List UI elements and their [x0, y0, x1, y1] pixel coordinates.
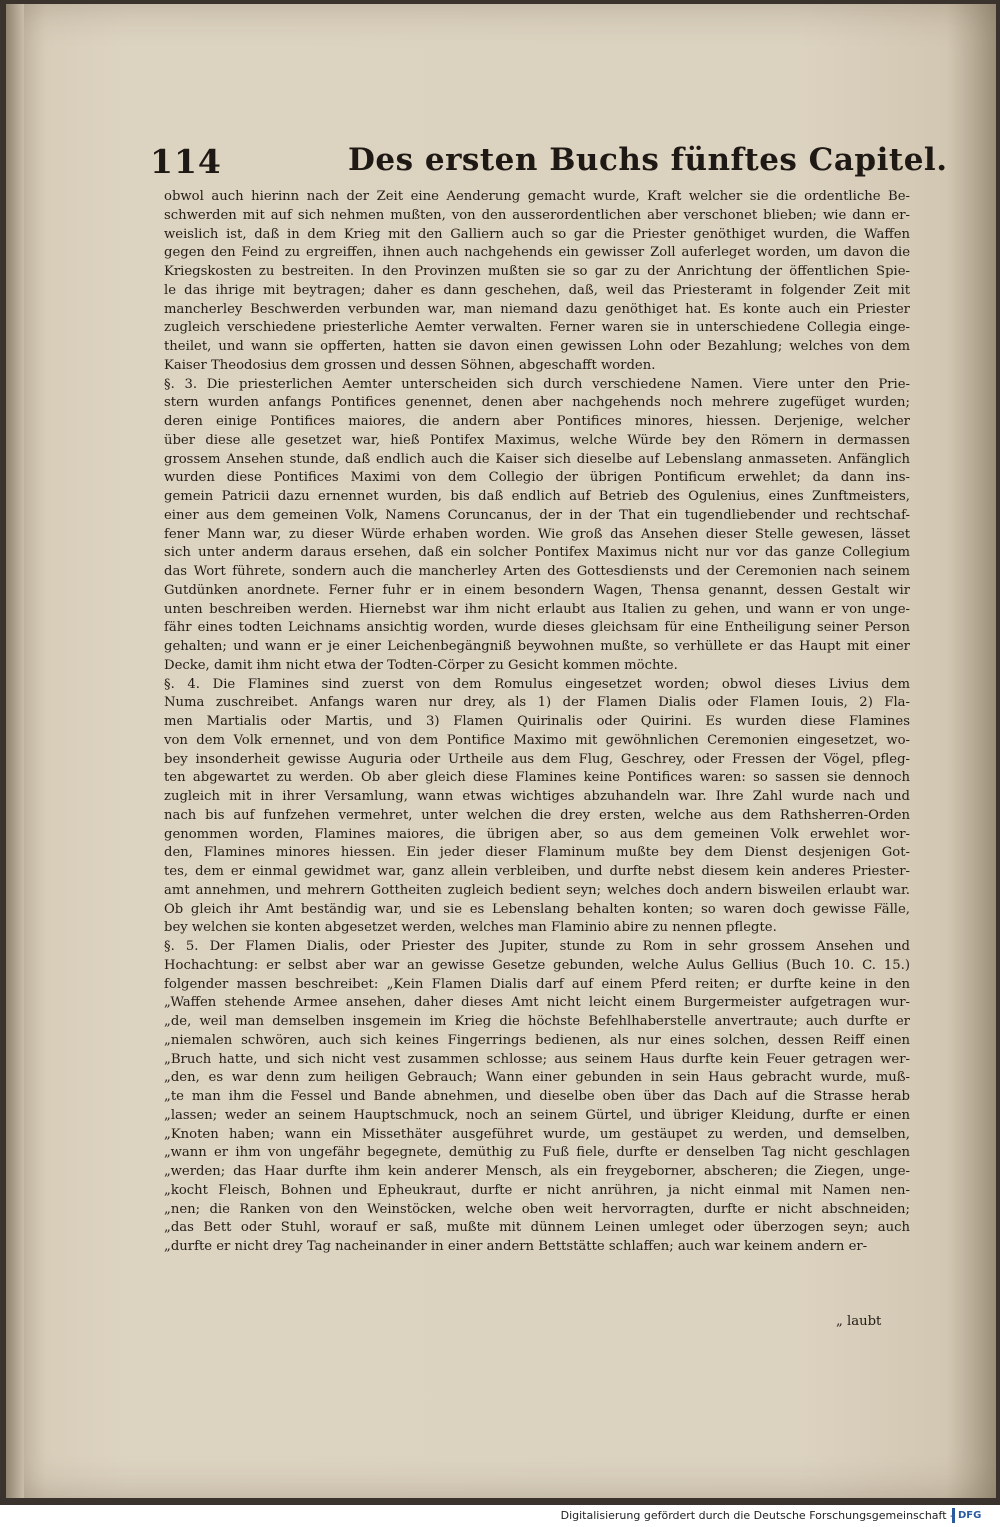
- text-line: theilet, und wann sie opfferten, hatten sie davon einen gewissen Lohn oder Bezahlung; welches von dem: [164, 339, 910, 354]
- text-line: amt annehmen, und mehrern Gottheiten zugleich bedient seyn; welches doch andern bisweilen erlaubt war.: [164, 882, 910, 898]
- text-line: wurden diese Pontifices Maximi von dem Collegio der übrigen Pontificum erwehlet; da dann ins-: [164, 470, 910, 486]
- text-line: Hochachtung: er selbst aber war an gewisse Gesetze gebunden, welche Aulus Gellius (Buch 10. C. 15.): [164, 957, 910, 973]
- text-line: von dem Volk ernennet, und von dem Pontifice Maximo mit gewöhnlichen Ceremonien eingesetzet, wo-: [164, 732, 910, 748]
- text-line: nach bis auf funfzehen vermehret, unter welchen die drey ersten, welche aus dem Rathsherren-Orden: [164, 807, 910, 823]
- dfg-logo-icon: DFG: [952, 1508, 996, 1523]
- funding-credit: Digitalisierung gefördert durch die Deutsche Forschungsgemeinschaft -: [560, 1509, 954, 1522]
- text-line: das Wort führete, sondern auch die mancherley Arten des Gottesdiensts und der Ceremonien nach seinem: [164, 564, 910, 579]
- text-line: „das Bett oder Stuhl, worauf er saß, mußte mit dünnem Leinen umleget oder überzogen seyn; auch: [164, 1220, 910, 1236]
- text-line: gehalten; und wann er je einer Leichenbegängniß beywohnen mußte, so verhüllete er das Haupt mit einer: [164, 639, 910, 654]
- body-text: [164, 188, 910, 1257]
- text-line: gegen den Feind zu ergreiffen, ihnen auch nachgehends ein gewisser Zoll auferleget worden, um davon die: [164, 245, 910, 261]
- text-line: §. 4. Die Flamines sind zuerst von dem Romulus eingesetzet worden; obwol dieses Livius dem: [164, 676, 910, 692]
- text-line: einer aus dem gemeinen Volk, Namens Coruncanus, der in der That ein tugendliebender und rechtschaf-: [164, 507, 910, 523]
- text-line: Kaiser Theodosius dem grossen und dessen Söhnen, abgeschafft worden.: [164, 357, 656, 373]
- text-line: „Knoten haben; wann ein Missethäter ausgeführet wurde, um gestäupet zu werden, und demselben,: [164, 1126, 910, 1142]
- page-header: [150, 142, 948, 182]
- text-line: schwerden mit auf sich nehmen mußten, von den ausserordentlichen aber verschonet blieben; wie dann er-: [164, 207, 910, 223]
- text-line: bey insonderheit gewisse Auguria oder Urtheile aus dem Flug, Geschrey, oder Fressen der Vögel, pfleg-: [164, 751, 910, 767]
- text-line: genommen worden, Flamines maiores, die übrigen aber, so aus dem gemeinen Volk erwehlet wor-: [164, 826, 910, 842]
- text-line: men Martialis oder Martis, und 3) Flamen Quirinalis oder Quirini. Es wurden diese Flamines: [164, 714, 910, 729]
- text-line: zugleich mit in ihrer Versamlung, wann etwas wichtiges abzuhandeln war. Ihre Zahl wurde nach und: [164, 789, 910, 804]
- text-line: „de, weil man demselben insgemein im Krieg die höchste Befehlhaberstelle anvertraute; auch durfte er: [164, 1014, 910, 1029]
- text-line: zugleich verschiedene priesterliche Aemter verwalten. Ferner waren sie in unterschiedene Collegia einge-: [164, 320, 910, 336]
- text-line: obwol auch hierinn nach der Zeit eine Aenderung gemacht wurde, Kraft welcher sie die ordentliche Be-: [164, 189, 910, 204]
- text-line: Gutdünken anordnete. Ferner fuhr er in einem besondern Wagen, Thensa genannt, dessen Gestalt wir: [164, 582, 910, 598]
- text-line: Ob gleich ihr Amt beständig war, und sie es Lebenslang behalten konten; so waren doch gewisse Fälle,: [164, 901, 910, 917]
- text-line: unten beschreiben werden. Hiernebst war ihm nicht erlaubt aus Italien zu gehen, und wann er von unge-: [164, 601, 910, 617]
- text-line: „durfte er nicht drey Tag nacheinander in einer andern Bettstätte schlaffen; auch war keinem andern er-: [164, 1239, 868, 1254]
- text-line: „kocht Fleisch, Bohnen und Epheukraut, durfte er nicht anrühren, ja nicht einmal mit Namen nen-: [164, 1182, 910, 1198]
- text-line: le das ihrige mit beytragen; daher es dann geschehen, daß, weil das Priesteramt in folgender Zeit mit: [164, 282, 910, 298]
- text-line: Kriegskosten zu bestreiten. In den Provinzen mußten sie so gar zu der Anrichtung der öffentlichen Spie-: [164, 264, 910, 279]
- text-line: „den, es war denn zum heiligen Gebrauch; Wann einer gebunden in sein Haus gebracht wurde, muß-: [164, 1070, 910, 1086]
- text-line: „Bruch hatte, und sich nicht vest zusammen schlosse; aus seinem Haus durfte kein Feuer getragen wer-: [164, 1051, 910, 1067]
- page-number: 114: [150, 142, 222, 181]
- text-line: „te man ihm die Fessel und Bande abnehmen, und dieselbe oben über das Dach auf die Strasse herab: [164, 1089, 910, 1104]
- text-line: fähr eines todten Leichnams ansichtig worden, wurde dieses gleichsam für eine Entheiligung seiner Person: [164, 620, 910, 636]
- text-line: gemein Patricii dazu ernennet wurden, bis daß endlich auf Betrieb des Ogulenius, eines Zunftmeisters,: [164, 489, 910, 504]
- text-line: den, Flamines minores hiessen. Ein jeder dieser Flaminum mußte bey dem Dienst desjenigen Got-: [164, 845, 910, 861]
- text-line: §. 5. Der Flamen Dialis, oder Priester des Jupiter, stunde zu Rom in sehr grossem Ansehen und: [164, 939, 910, 954]
- text-line: „Waffen stehende Armee ansehen, daher dieses Amt nicht leicht einem Burgermeister aufgetragen wur-: [164, 995, 910, 1011]
- text-line: über diese alle gesetzet war, hieß Pontifex Maximus, welche Würde bey den Römern in dermassen: [164, 432, 910, 448]
- text-line: „nen; die Ranken von den Weinstöcken, welche oben weit hervorragten, durfte er nicht abschneiden;: [164, 1201, 910, 1217]
- text-line: stern wurden anfangs Pontifices genennet, denen aber nachgehends noch mehrere zugefüget wurden;: [164, 395, 910, 411]
- text-line: bey welchen sie konten abgesetzet werden, welches man Flaminio abire zu nennen pflegte.: [164, 920, 777, 936]
- running-title: Des ersten Buchs fünftes Capitel.: [348, 142, 948, 178]
- text-line: mancherley Beschwerden verbunden war, man niemand dazu genöthiget hat. Es konte auch ein Priester: [164, 301, 910, 317]
- text-line: fener Mann war, zu dieser Würde erhaben worden. Wie groß das Ansehen dieser Stelle gewesen, lässet: [164, 526, 910, 542]
- footer-bar: [0, 1505, 1000, 1527]
- text-line: ten abgewartet zu werden. Ob aber gleich diese Flamines keine Pontifices waren: so sassen sie dennoch: [164, 770, 910, 786]
- text-line: „wann er ihm von ungefähr begegnete, demüthig zu Fuß fiele, durfte er denselben Tag nicht geschlagen: [164, 1145, 910, 1161]
- text-line: tes, dem er einmal gewidmet war, ganz allein verbleiben, und durfte nebst diesem kein anderes Priester-: [164, 864, 910, 879]
- text-line: folgender massen beschreibet: „Kein Flamen Dialis darf auf einem Pferd reiten; er durfte keine in den: [164, 976, 910, 992]
- text-line: §. 3. Die priesterlichen Aemter unterscheiden sich durch verschiedene Namen. Viere unter den Prie-: [164, 376, 910, 392]
- page-gutter: [6, 4, 24, 1498]
- text-line: „werden; das Haar durfte ihm kein anderer Mensch, als ein freygeborner, abscheren; die Ziegen, unge-: [164, 1164, 910, 1179]
- text-line: Numa zuschreibet. Anfangs waren nur drey, als 1) der Flamen Dialis oder Flamen Iouis, 2) Fla-: [164, 695, 910, 711]
- text-line: sich unter anderm daraus ersehen, daß ein solcher Pontifex Maximus nicht nur vor das ganze Collegium: [164, 545, 910, 561]
- text-line: Decke, damit ihm nicht etwa der Todten-Cörper zu Gesicht kommen möchte.: [164, 657, 678, 673]
- text-line: weislich ist, daß in dem Krieg mit den Galliern auch so gar die Priester genöthiget wurden, die Waffen: [164, 226, 910, 242]
- text-line: deren einige Pontifices maiores, die andern aber Pontifices minores, hiessen. Derjenige, welcher: [164, 414, 910, 429]
- catchword: „ laubt: [836, 1314, 882, 1329]
- text-line: „lassen; weder an seinem Hauptschmuck, noch an seinem Gürtel, und übriger Kleidung, durfte er einen: [164, 1107, 910, 1123]
- text-line: „niemalen schwören, auch sich keines Fingerrings bedienen, als nur eines solchen, dessen Reiff einen: [164, 1032, 910, 1048]
- text-line: grossem Ansehen stunde, daß endlich auch die Kaiser sich dieselbe auf Lebenslang anmasseten. Anfänglich: [164, 451, 910, 467]
